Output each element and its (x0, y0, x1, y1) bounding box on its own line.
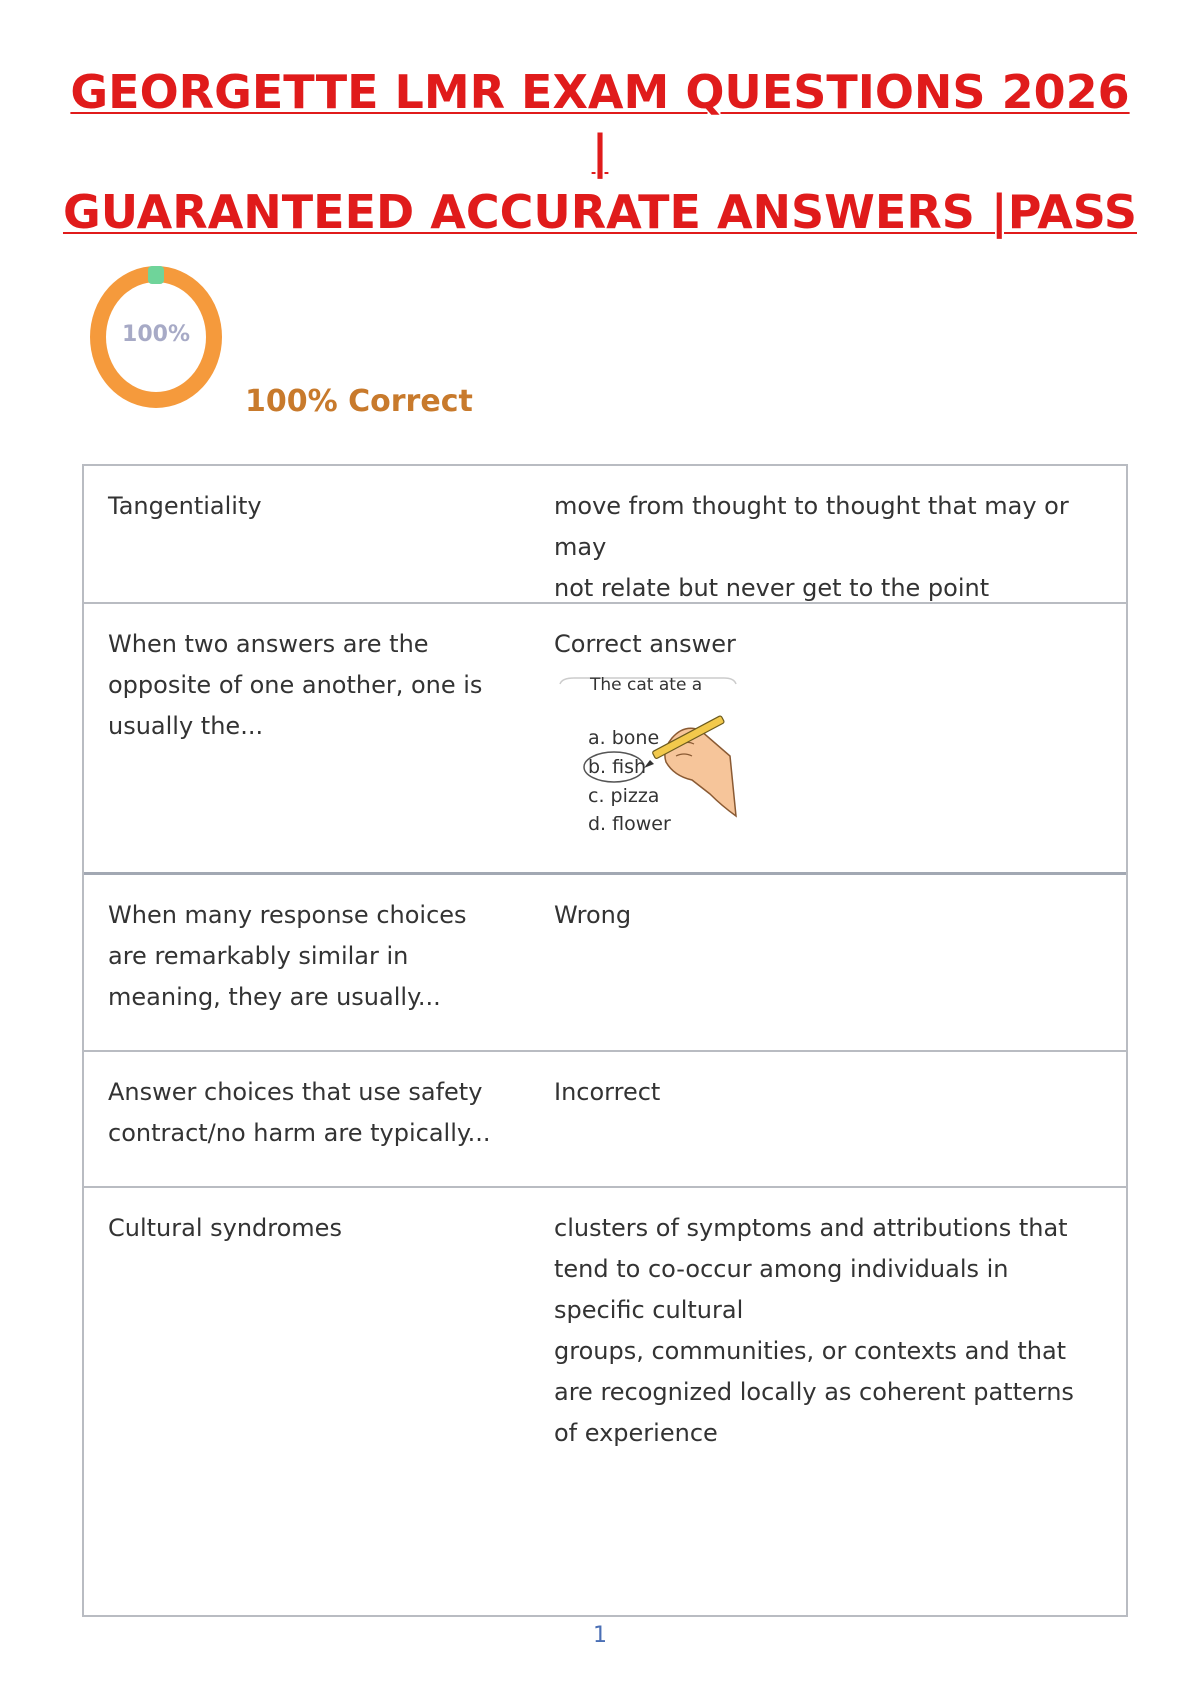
answer-cell (554, 624, 1094, 665)
qa-row-2 (84, 602, 1126, 874)
illustration-option-c: c. pizza (588, 785, 660, 807)
illustration-option-a: a. bone (588, 727, 660, 749)
question-cell: When many response choices are remarkably similar in meaning, they are usually... (108, 901, 467, 1011)
score-label: 100% Correct (245, 384, 473, 419)
question-cell: Answer choices that use safety contract/no harm are typically... (108, 1078, 491, 1147)
answer-cell (554, 895, 1094, 936)
answer-cell (554, 1072, 1094, 1113)
answer-line: Incorrect (554, 1078, 661, 1106)
illustration-option-d: d. flower (588, 813, 671, 835)
qa-row-3 (84, 872, 1126, 1052)
answer-line: not relate but never get to the point (554, 574, 990, 602)
illustration-option-b: b. fish (588, 756, 647, 778)
score-ring-marker (148, 266, 164, 284)
qa-table (82, 464, 1128, 1617)
title-line-1: GEORGETTE LMR EXAM QUESTIONS 2026 | (70, 65, 1130, 179)
question-cell: When two answers are the opposite of one another, one is usually the... (108, 630, 483, 740)
answer-cell (554, 1208, 1094, 1454)
question-cell: Cultural syndromes (108, 1214, 342, 1242)
score-percent-text: 100% (122, 322, 190, 347)
qa-row-5 (84, 1186, 1126, 1615)
answer-line: move from thought to thought that may or may (554, 492, 1069, 561)
question-cell: Tangentiality (108, 492, 262, 520)
document-title (60, 62, 1140, 242)
illustration-prompt: The cat ate a (590, 676, 703, 695)
answer-cell (554, 486, 1094, 609)
answer-line: Correct answer (554, 630, 736, 658)
answer-line: clusters of symptoms and attributions that tend to co-occur among individuals in specific cultural (554, 1214, 1068, 1324)
qa-row-1 (84, 466, 1126, 604)
answer-line: Wrong (554, 901, 632, 929)
answer-line: groups, communities, or contexts and that are recognized locally as coherent patterns of experience (554, 1337, 1074, 1447)
multiple-choice-illustration (554, 676, 740, 848)
title-line-2: GUARANTEED ACCURATE ANSWERS |PASS (62, 185, 1137, 239)
qa-row-4 (84, 1050, 1126, 1188)
page-number: 1 (593, 1623, 607, 1648)
